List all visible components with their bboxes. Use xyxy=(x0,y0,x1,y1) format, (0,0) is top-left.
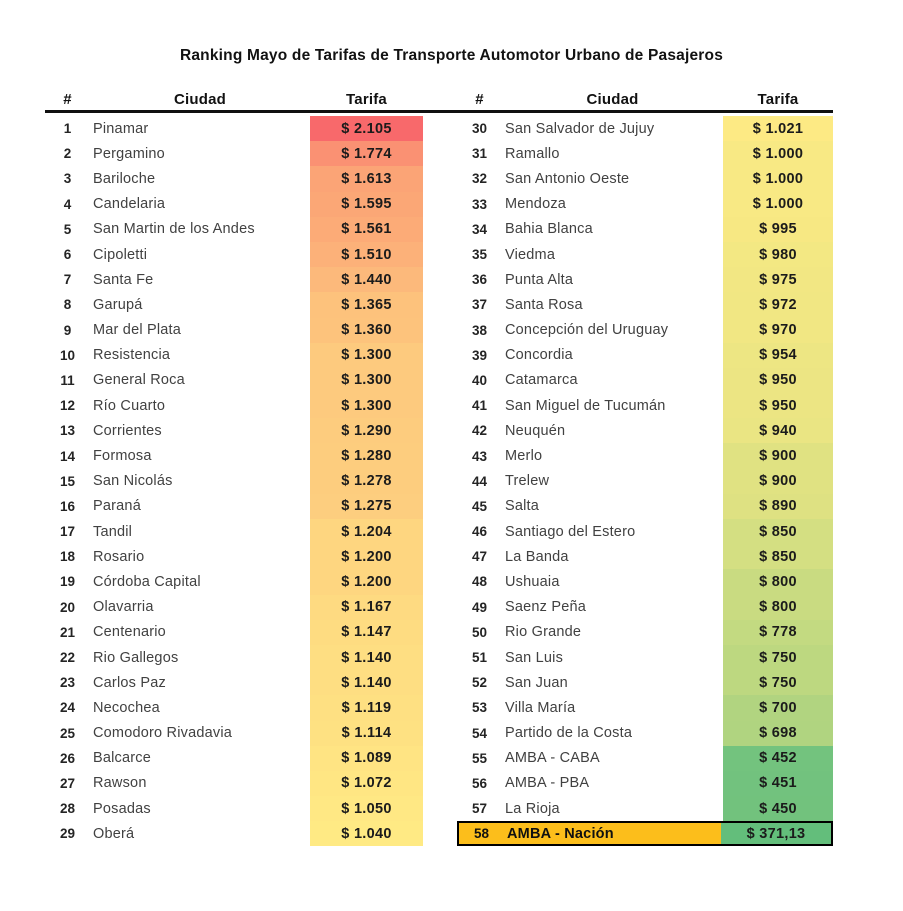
rank-cell: 29 xyxy=(59,826,76,842)
table-row xyxy=(457,494,833,519)
right-table-body xyxy=(457,116,833,846)
city-cell: Mar del Plata xyxy=(93,322,182,339)
table-row xyxy=(45,620,423,645)
city-cell: Rio Gallegos xyxy=(93,649,179,666)
tariff-cell: $ 1.280 xyxy=(310,443,423,468)
rank-cell: 30 xyxy=(471,121,488,137)
rank-cell: 38 xyxy=(471,322,488,338)
table-row xyxy=(45,595,423,620)
city-cell: Río Cuarto xyxy=(93,397,166,414)
tariff-cell: $ 1.119 xyxy=(310,695,423,720)
table-row xyxy=(45,469,423,494)
tariff-cell: $ 778 xyxy=(723,620,833,645)
city-cell: Rio Grande xyxy=(505,624,582,641)
city-cell: Saenz Peña xyxy=(505,599,587,616)
rank-cell: 48 xyxy=(471,574,488,590)
rank-cell: 25 xyxy=(59,725,76,741)
city-cell: Villa María xyxy=(505,699,576,716)
city-cell: Viedma xyxy=(505,246,556,263)
tariff-cell: $ 750 xyxy=(723,645,833,670)
rank-cell: 47 xyxy=(471,549,488,565)
city-cell: Resistencia xyxy=(93,347,171,364)
table-row xyxy=(45,393,423,418)
rank-cell: 7 xyxy=(63,272,72,288)
rank-cell: 42 xyxy=(471,423,488,439)
rank-cell: 18 xyxy=(59,549,76,565)
city-cell: AMBA - CABA xyxy=(505,750,600,767)
table-row xyxy=(45,141,423,166)
table-row xyxy=(45,695,423,720)
tariff-cell: $ 1.510 xyxy=(310,242,423,267)
rank-cell: 4 xyxy=(63,196,72,212)
tariff-cell: $ 1.040 xyxy=(310,821,423,846)
tariff-cell: $ 950 xyxy=(723,393,833,418)
table-row xyxy=(45,544,423,569)
tariff-cell: $ 1.072 xyxy=(310,771,423,796)
city-cell: San Juan xyxy=(505,674,568,691)
tariff-cell: $ 1.200 xyxy=(310,569,423,594)
rank-cell: 37 xyxy=(471,297,488,313)
table-row xyxy=(45,796,423,821)
page-title: Ranking Mayo de Tarifas de Transporte Automotor Urbano de Pasajeros xyxy=(179,47,724,64)
rank-cell: 31 xyxy=(471,146,488,162)
table-row xyxy=(457,292,833,317)
city-cell: Partido de la Costa xyxy=(505,725,633,742)
column-header-city: Ciudad xyxy=(173,90,227,108)
rank-cell: 41 xyxy=(471,398,488,414)
city-cell: Garupá xyxy=(93,296,143,313)
tariff-cell: $ 1.089 xyxy=(310,746,423,771)
tariff-cell: $ 451 xyxy=(723,771,833,796)
rank-cell: 27 xyxy=(59,775,76,791)
city-cell: Posadas xyxy=(93,800,151,817)
tariff-cell: $ 1.275 xyxy=(310,494,423,519)
tariff-cell: $ 1.140 xyxy=(310,670,423,695)
table-row xyxy=(45,368,423,393)
table-row xyxy=(45,721,423,746)
tariff-cell: $ 1.278 xyxy=(310,469,423,494)
table-row xyxy=(45,418,423,443)
table-row xyxy=(45,645,423,670)
ranking-table-left xyxy=(45,88,423,846)
rank-cell: 45 xyxy=(471,498,488,514)
tariff-cell: $ 1.300 xyxy=(310,368,423,393)
table-row xyxy=(457,166,833,191)
table-row xyxy=(457,796,833,821)
rank-cell: 10 xyxy=(59,347,76,363)
table-row xyxy=(45,443,423,468)
tariff-cell: $ 1.300 xyxy=(310,343,423,368)
rank-cell: 9 xyxy=(63,322,72,338)
tariff-cell: $ 800 xyxy=(723,569,833,594)
city-cell: Cipoletti xyxy=(93,246,148,263)
rank-cell: 14 xyxy=(59,448,76,464)
rank-cell: 23 xyxy=(59,675,76,691)
rank-cell: 51 xyxy=(471,650,488,666)
city-cell: Bahia Blanca xyxy=(505,221,593,238)
table-row xyxy=(457,242,833,267)
city-cell: Bariloche xyxy=(93,170,156,187)
city-cell: Córdoba Capital xyxy=(93,573,201,590)
table-row xyxy=(457,343,833,368)
rank-cell: 5 xyxy=(63,221,72,237)
column-header-city: Ciudad xyxy=(586,90,639,108)
rank-cell: 8 xyxy=(63,297,72,313)
rank-cell: 54 xyxy=(471,725,488,741)
rank-cell: 24 xyxy=(59,700,76,716)
tariff-cell: $ 850 xyxy=(723,544,833,569)
tariff-cell: $ 1.204 xyxy=(310,519,423,544)
rank-cell: 20 xyxy=(59,599,76,615)
rank-cell: 46 xyxy=(471,524,488,540)
table-row xyxy=(45,318,423,343)
tariff-cell: $ 850 xyxy=(723,519,833,544)
tariff-cell: $ 900 xyxy=(723,469,833,494)
tariff-cell: $ 698 xyxy=(723,721,833,746)
city-cell: San Luis xyxy=(505,649,564,666)
tariff-cell: $ 1.000 xyxy=(723,192,833,217)
table-row xyxy=(45,242,423,267)
tariff-cell: $ 1.561 xyxy=(310,217,423,242)
table-row xyxy=(45,494,423,519)
table-row xyxy=(457,595,833,620)
tariff-cell: $ 750 xyxy=(723,670,833,695)
city-cell: Tandil xyxy=(93,523,133,540)
city-cell: Concepción del Uruguay xyxy=(505,322,669,339)
tariff-cell: $ 950 xyxy=(723,368,833,393)
table-row xyxy=(457,670,833,695)
city-cell: AMBA - Nación xyxy=(504,823,721,844)
column-header-tariff: Tarifa xyxy=(346,90,387,108)
city-cell: San Martin de los Andes xyxy=(93,221,255,238)
tariff-cell: $ 1.613 xyxy=(310,166,423,191)
tariff-cell: $ 1.147 xyxy=(310,620,423,645)
rank-cell: 21 xyxy=(59,624,76,640)
city-cell: Punta Alta xyxy=(505,271,574,288)
city-cell: Santiago del Estero xyxy=(505,523,636,540)
table-row xyxy=(45,746,423,771)
table-row xyxy=(457,721,833,746)
table-row xyxy=(45,519,423,544)
city-cell: Mendoza xyxy=(505,196,567,213)
city-cell: AMBA - PBA xyxy=(505,775,590,792)
table-row xyxy=(45,292,423,317)
rank-cell: 32 xyxy=(471,171,488,187)
city-cell: General Roca xyxy=(93,372,185,389)
rank-cell: 56 xyxy=(471,775,488,791)
tariff-cell: $ 371,13 xyxy=(721,823,831,844)
tariff-cell: $ 980 xyxy=(723,242,833,267)
table-row xyxy=(45,267,423,292)
rank-cell: 58 xyxy=(459,823,504,844)
tariff-cell: $ 1.000 xyxy=(723,166,833,191)
rank-cell: 22 xyxy=(59,650,76,666)
rank-cell: 6 xyxy=(63,247,72,263)
tariff-cell: $ 1.114 xyxy=(310,721,423,746)
table-row xyxy=(457,620,833,645)
tariff-cell: $ 700 xyxy=(723,695,833,720)
column-header-tariff: Tarifa xyxy=(757,90,799,108)
tariff-cell: $ 1.595 xyxy=(310,192,423,217)
city-cell: Ushuaia xyxy=(505,573,560,590)
rank-cell: 11 xyxy=(60,372,75,388)
tariff-cell: $ 1.140 xyxy=(310,645,423,670)
city-cell: San Nicolás xyxy=(93,473,173,490)
rank-cell: 44 xyxy=(471,473,488,489)
tariff-cell: $ 1.300 xyxy=(310,393,423,418)
rank-cell: 57 xyxy=(471,801,488,817)
table-row xyxy=(457,821,833,846)
tariff-cell: $ 940 xyxy=(723,418,833,443)
table-row xyxy=(45,116,423,141)
table-row xyxy=(45,217,423,242)
rank-cell: 53 xyxy=(471,700,488,716)
table-row xyxy=(457,368,833,393)
tariff-cell: $ 1.021 xyxy=(723,116,833,141)
city-cell: Concordia xyxy=(505,347,573,364)
table-row xyxy=(45,343,423,368)
tariff-cell: $ 1.360 xyxy=(310,318,423,343)
city-cell: Trelew xyxy=(505,473,550,490)
tariff-cell: $ 970 xyxy=(723,318,833,343)
rank-cell: 34 xyxy=(471,221,488,237)
table-row xyxy=(457,116,833,141)
table-row xyxy=(45,166,423,191)
table-row xyxy=(457,318,833,343)
table-row xyxy=(457,771,833,796)
city-cell: Ramallo xyxy=(505,145,560,162)
rank-cell: 12 xyxy=(59,398,76,414)
tariff-cell: $ 972 xyxy=(723,292,833,317)
rank-cell: 17 xyxy=(59,524,76,540)
tariff-cell: $ 1.365 xyxy=(310,292,423,317)
tariff-cell: $ 800 xyxy=(723,595,833,620)
city-cell: Oberá xyxy=(93,825,135,842)
rank-cell: 50 xyxy=(471,624,488,640)
rank-cell: 19 xyxy=(59,574,76,590)
ranking-table-right xyxy=(457,88,833,846)
city-cell: Candelaria xyxy=(93,196,166,213)
rank-cell: 35 xyxy=(471,247,488,263)
table-row xyxy=(457,418,833,443)
city-cell: Catamarca xyxy=(505,372,578,389)
column-header-rank: # xyxy=(475,90,484,108)
city-cell: Santa Fe xyxy=(93,271,154,288)
city-cell: San Miguel de Tucumán xyxy=(505,397,666,414)
rank-cell: 26 xyxy=(59,750,76,766)
city-cell: Salta xyxy=(505,498,540,515)
city-cell: Pergamino xyxy=(93,145,165,162)
city-cell: Rawson xyxy=(93,775,147,792)
rank-cell: 55 xyxy=(471,750,488,766)
tariff-cell: $ 1.000 xyxy=(723,141,833,166)
rank-cell: 49 xyxy=(471,599,488,615)
city-cell: Neuquén xyxy=(505,422,566,439)
rank-cell: 15 xyxy=(59,473,76,489)
table-row xyxy=(457,267,833,292)
table-row xyxy=(457,544,833,569)
table-header-right xyxy=(457,88,833,110)
city-cell: Necochea xyxy=(93,699,160,716)
table-row xyxy=(45,821,423,846)
rank-cell: 2 xyxy=(63,146,72,162)
city-cell: Paraná xyxy=(93,498,141,515)
table-header-left xyxy=(45,88,423,110)
table-row xyxy=(457,217,833,242)
rank-cell: 16 xyxy=(59,498,76,514)
rank-cell: 33 xyxy=(471,196,488,212)
city-cell: San Antonio Oeste xyxy=(505,170,630,187)
city-cell: Santa Rosa xyxy=(505,296,583,313)
tariff-cell: $ 954 xyxy=(723,343,833,368)
city-cell: Pinamar xyxy=(93,120,149,137)
tariff-cell: $ 452 xyxy=(723,746,833,771)
city-cell: Olavarria xyxy=(93,599,154,616)
rank-cell: 39 xyxy=(471,347,488,363)
city-cell: Comodoro Rivadavia xyxy=(93,725,232,742)
table-row xyxy=(457,192,833,217)
table-row xyxy=(457,695,833,720)
table-row xyxy=(45,771,423,796)
rank-cell: 13 xyxy=(59,423,76,439)
table-row xyxy=(457,469,833,494)
table-row xyxy=(45,670,423,695)
tariff-cell: $ 890 xyxy=(723,494,833,519)
table-row xyxy=(45,192,423,217)
tariff-cell: $ 1.440 xyxy=(310,267,423,292)
rank-cell: 36 xyxy=(471,272,488,288)
tariff-cell: $ 1.200 xyxy=(310,544,423,569)
city-cell: Merlo xyxy=(505,448,543,465)
tariff-cell: $ 1.050 xyxy=(310,796,423,821)
rank-cell: 52 xyxy=(471,675,488,691)
rank-cell: 40 xyxy=(471,372,488,388)
city-cell: Formosa xyxy=(93,448,152,465)
tariff-cell: $ 1.167 xyxy=(310,595,423,620)
tariff-cell: $ 900 xyxy=(723,443,833,468)
city-cell: Rosario xyxy=(93,548,145,565)
rank-cell: 3 xyxy=(63,171,72,187)
city-cell: La Banda xyxy=(505,548,569,565)
city-cell: Corrientes xyxy=(93,422,162,439)
tariff-cell: $ 975 xyxy=(723,267,833,292)
table-row xyxy=(45,569,423,594)
tariff-cell: $ 2.105 xyxy=(310,116,423,141)
column-header-rank: # xyxy=(63,90,72,108)
table-row xyxy=(457,519,833,544)
table-row xyxy=(457,645,833,670)
tariff-cell: $ 450 xyxy=(723,796,833,821)
rank-cell: 28 xyxy=(59,801,76,817)
rank-cell: 1 xyxy=(63,121,72,137)
rank-cell: 43 xyxy=(471,448,488,464)
tariff-cell: $ 1.290 xyxy=(310,418,423,443)
city-cell: Balcarce xyxy=(93,750,152,767)
table-row xyxy=(457,443,833,468)
table-row xyxy=(457,746,833,771)
city-cell: La Rioja xyxy=(505,800,560,817)
table-row xyxy=(457,569,833,594)
table-row xyxy=(457,141,833,166)
tariff-cell: $ 995 xyxy=(723,217,833,242)
tariff-cell: $ 1.774 xyxy=(310,141,423,166)
city-cell: San Salvador de Jujuy xyxy=(505,120,655,137)
left-table-body xyxy=(45,116,423,846)
city-cell: Carlos Paz xyxy=(93,674,166,691)
city-cell: Centenario xyxy=(93,624,166,641)
table-row xyxy=(457,393,833,418)
